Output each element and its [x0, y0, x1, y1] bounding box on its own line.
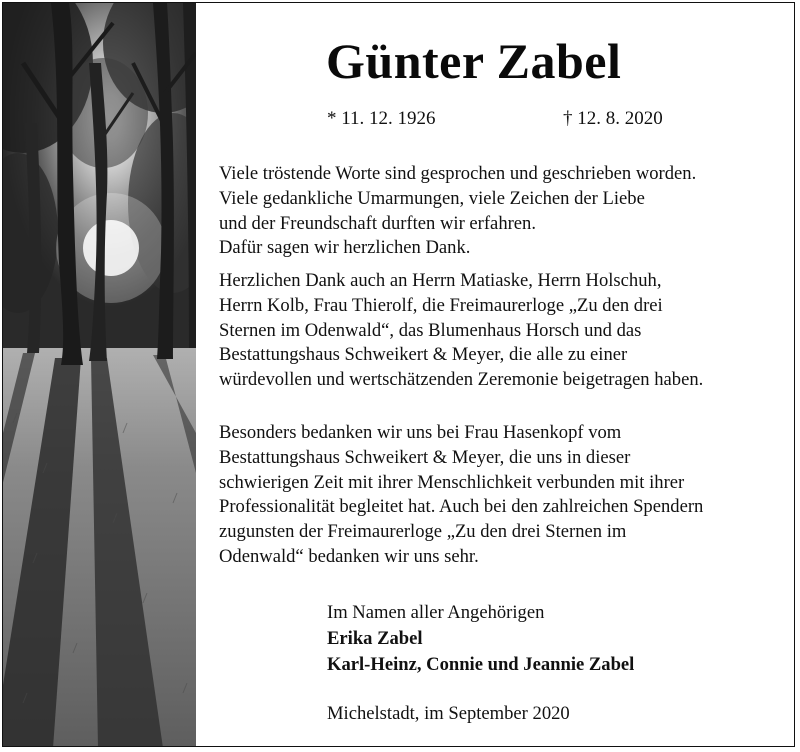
signatory-name-1: Erika Zabel — [327, 628, 423, 649]
thanks-paragraph-1 — [219, 162, 789, 261]
text-line: Professionalität begleitet hat. Auch bei den zahlreichen Spendern — [219, 496, 704, 518]
deceased-name: Günter Zabel — [326, 33, 622, 89]
text-line: Herrn Kolb, Frau Thierolf, die Freimaurerloge „Zu den drei — [219, 294, 663, 316]
text-line: Sternen im Odenwald“, das Blumenhaus Horsch und das — [219, 319, 642, 341]
signatory-name-2: Karl-Heinz, Connie und Jeannie Zabel — [327, 654, 635, 675]
death-date: † 12. 8. 2020 — [563, 108, 663, 129]
text-line: Odenwald“ bedanken wir uns sehr. — [219, 545, 479, 567]
text-line: schwierigen Zeit mit ihrer Menschlichkeit verbunden mit ihrer — [219, 471, 685, 493]
notice-text-area — [219, 3, 774, 746]
text-line: Bestattungshaus Schweikert & Meyer, die alle zu einer — [219, 344, 628, 366]
thanks-paragraph-2 — [219, 269, 789, 393]
text-line: zugunsten der Freimaurerloge „Zu den drei Sternen im — [219, 521, 627, 543]
text-line: Viele gedankliche Umarmungen, viele Zeichen der Liebe — [219, 187, 645, 209]
signature-block — [327, 600, 634, 678]
text-line: würdevollen und wertschätzenden Zeremonie beigetragen haben. — [219, 369, 704, 391]
thanks-paragraph-3 — [219, 421, 789, 570]
birth-date: * 11. 12. 1926 — [327, 108, 436, 129]
text-line: Viele tröstende Worte sind gesprochen und geschrieben worden. — [219, 163, 697, 184]
text-line: und der Freundschaft durften wir erfahren. — [219, 212, 537, 234]
tree-photo — [3, 3, 196, 746]
text-line: Dafür sagen wir herzlichen Dank. — [219, 237, 471, 259]
obituary-notice — [2, 2, 795, 747]
text-line: Besonders bedanken wir uns bei Frau Hasenkopf vom — [219, 422, 622, 443]
text-line: Herzlichen Dank auch an Herrn Matiaske, Herrn Holschuh, — [219, 270, 662, 291]
text-line: Bestattungshaus Schweikert & Meyer, die uns in dieser — [219, 446, 631, 468]
place-and-date: Michelstadt, im September 2020 — [327, 703, 570, 724]
signature-intro: Im Namen aller Angehörigen — [327, 602, 545, 623]
